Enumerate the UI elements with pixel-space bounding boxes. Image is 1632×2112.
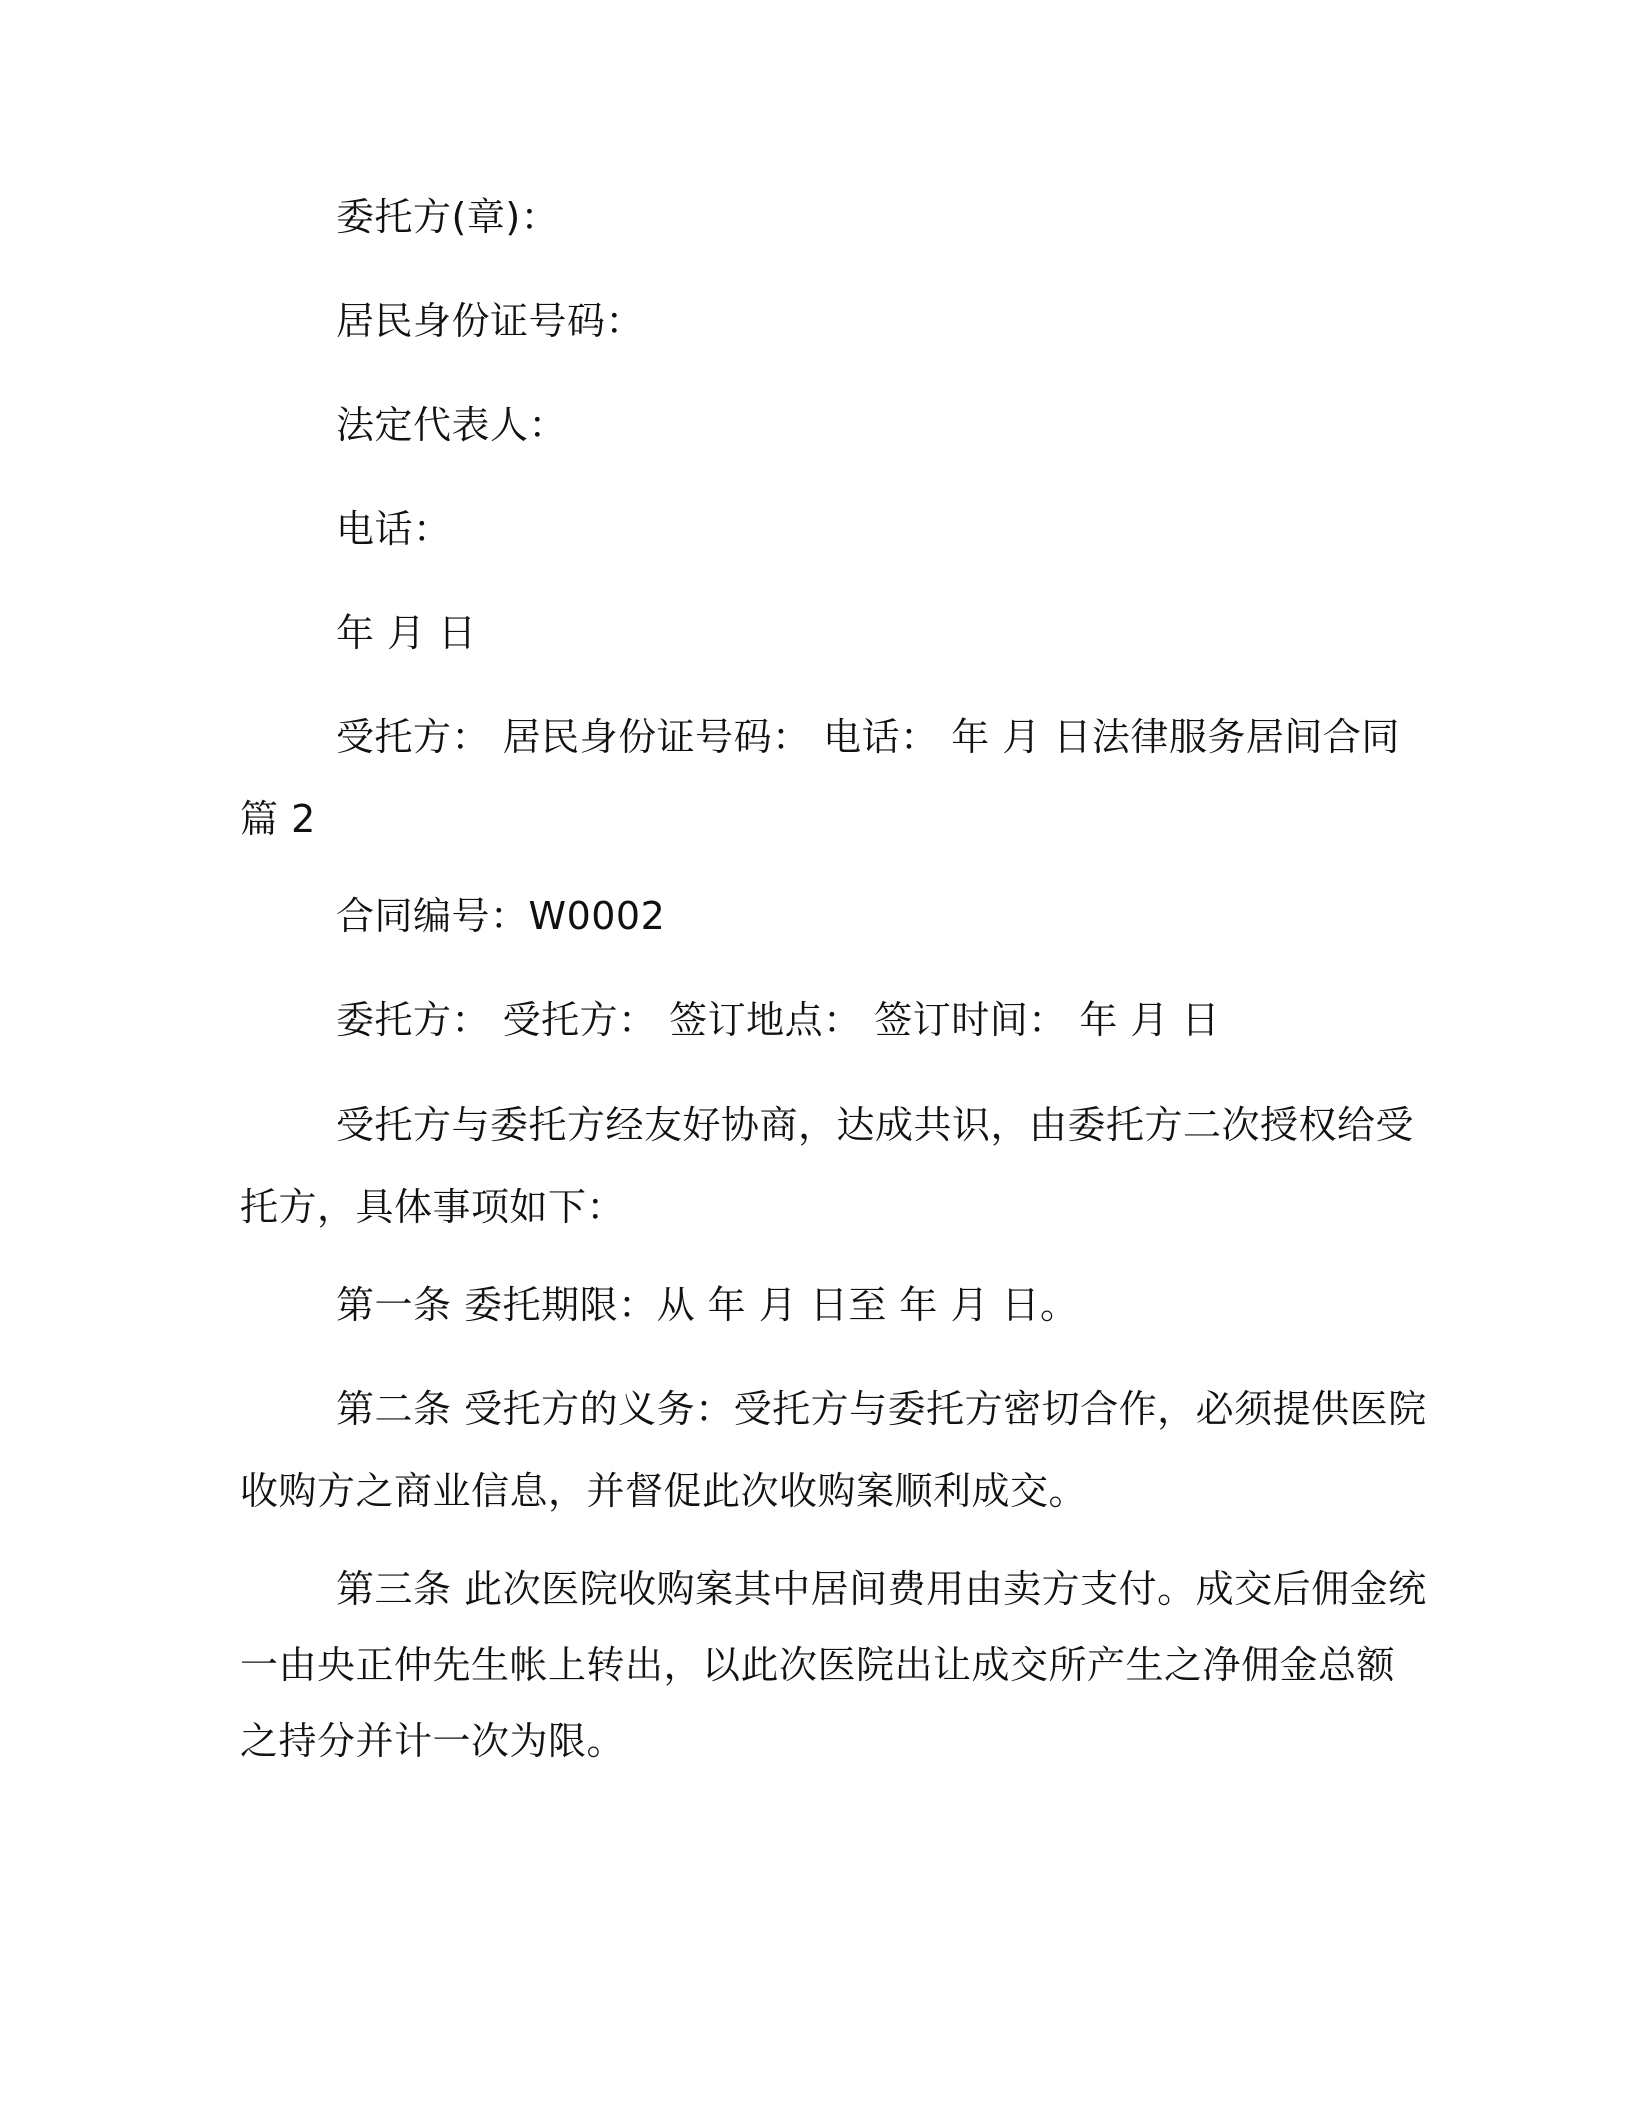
agent-info-paragraph	[240, 715, 1400, 841]
agent-info-line-1: 受托方： 居民身份证号码： 电话： 年 月 日法律服务居间合同	[336, 715, 1400, 759]
section-heading-line-2: 篇 2	[240, 797, 316, 841]
signing-info: 委托方： 受托方： 签订地点： 签订时间： 年 月 日	[336, 998, 1220, 1042]
legal-representative-label: 法定代表人：	[336, 403, 568, 447]
article-3-line-2: 一由央正仲先生帐上转出，以此次医院出让成交所产生之净佣金总额	[240, 1643, 1396, 1687]
article-2-line-1: 第二条 受托方的义务：受托方与委托方密切合作，必须提供医院	[336, 1387, 1427, 1431]
article-3-paragraph	[240, 1567, 1427, 1763]
principal-seal-label: 委托方(章)：	[336, 195, 560, 239]
article-2-line-2: 收购方之商业信息，并督促此次收购案顺利成交。	[240, 1469, 1088, 1513]
date-label: 年 月 日	[336, 611, 477, 655]
intro-paragraph	[240, 1103, 1415, 1229]
article-1: 第一条 委托期限：从 年 月 日至 年 月 日。	[336, 1283, 1079, 1327]
intro-line-2: 托方，具体事项如下：	[240, 1185, 626, 1229]
id-number-label: 居民身份证号码：	[336, 299, 645, 343]
article-2-paragraph	[240, 1387, 1427, 1513]
article-3-line-3: 之持分并计一次为限。	[240, 1719, 626, 1763]
phone-label: 电话：	[336, 507, 452, 551]
intro-line-1: 受托方与委托方经友好协商，达成共识，由委托方二次授权给受	[336, 1103, 1415, 1147]
contract-number: 合同编号：W0002	[336, 894, 666, 938]
article-3-line-1: 第三条 此次医院收购案其中居间费用由卖方支付。成交后佣金统	[336, 1567, 1427, 1611]
